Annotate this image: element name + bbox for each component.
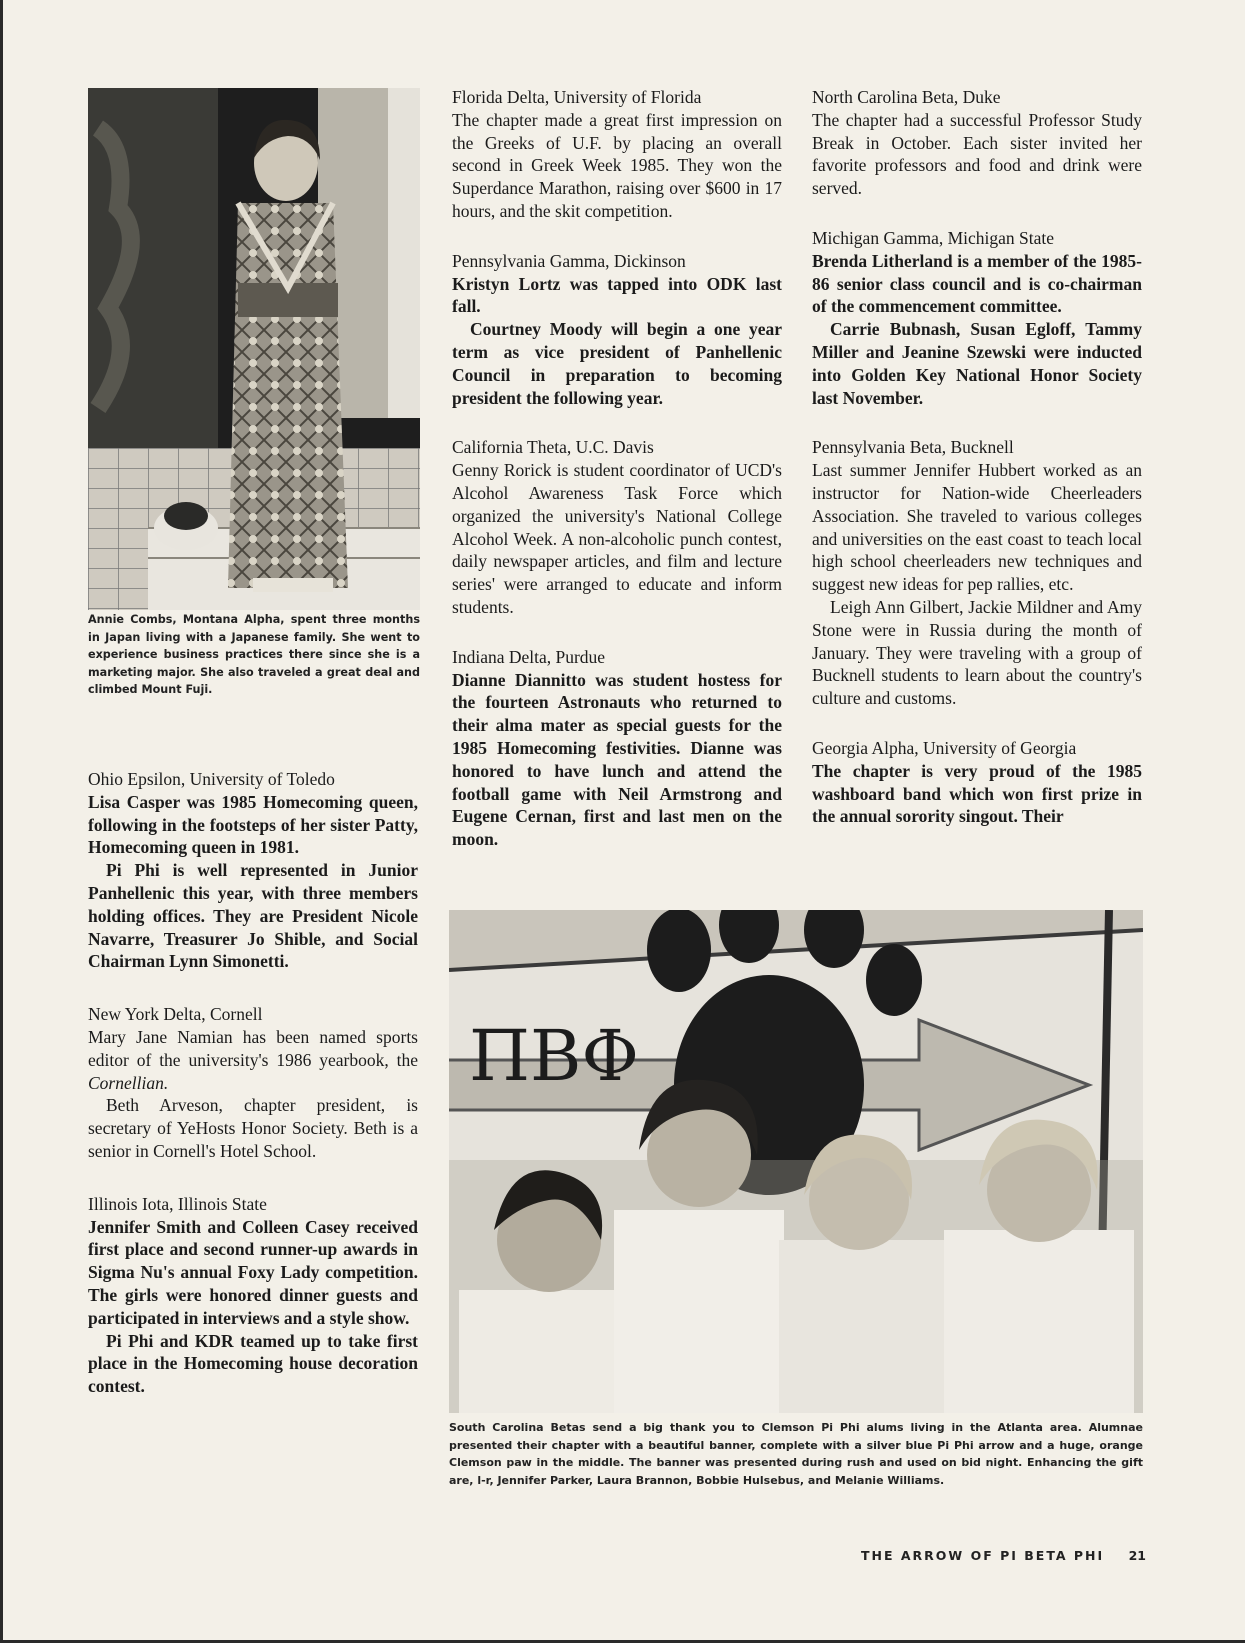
paragraph: Genny Rorick is student coordinator of UCD's Alcohol Awareness Task Force which organized the university's National College Alcohol Week. A non-alcoholic punch contest, daily newspaper articles, and film and lecture series' were arranged to educate and inform students.	[452, 460, 782, 617]
page-number: 21	[1128, 1548, 1146, 1563]
entry-pennsylvania-gamma	[452, 250, 782, 410]
paragraph: The chapter made a great first impression on the Greeks of U.F. by placing an overall second in Greek Week 1985. They won the Superdance Marathon, raising over $600 in 17 hours, and the skit competition.	[452, 109, 782, 221]
entry-pennsylvania-beta	[812, 436, 1142, 710]
chapter-heading: Indiana Delta, Purdue	[452, 646, 606, 667]
kimono-photo-caption: Annie Combs, Montana Alpha, spent three months in Japan living with a Japanese family. She went to experience business practices there since she is a marketing major. She also traveled a great deal and climbed Mount Fuji.	[88, 613, 420, 696]
entry-north-carolina-beta	[812, 86, 1142, 200]
entry-ohio-epsilon	[88, 768, 418, 973]
banner-group-photo	[449, 910, 1143, 1413]
entry-california-theta	[452, 436, 782, 618]
chapter-heading: Florida Delta, University of Florida	[452, 87, 702, 107]
paragraph: The chapter had a successful Professor Study Break in October. Each sister invited her favorite professors and food and drink were served.	[812, 109, 1142, 199]
column-1	[88, 768, 418, 1425]
paragraph: Dianne Diannitto was student hostess for the fourteen Astronauts who returned to their alma mater as special guests for the 1985 Homecoming festivities. Dianne was honored to have lunch and attend the football game with Neil Armstrong and Eugene Cernan, first and last men on the moon.	[452, 669, 782, 850]
column-3	[812, 86, 1142, 855]
entry-florida-delta	[452, 86, 782, 223]
chapter-heading: New York Delta, Cornell	[88, 1004, 263, 1025]
chapter-heading: California Theta, U.C. Davis	[452, 437, 654, 458]
entry-indiana-delta	[452, 646, 782, 851]
chapter-heading: Illinois Iota, Illinois State	[88, 1193, 267, 1214]
chapter-heading: Michigan Gamma, Michigan State	[812, 227, 1055, 248]
chapter-heading: Georgia Alpha, University of Georgia	[812, 737, 1077, 758]
paragraph	[88, 1026, 418, 1094]
entry-illinois-iota	[88, 1193, 418, 1398]
paragraph: Last summer Jennifer Hubbert worked as an instructor for Nation-wide Cheerleaders Association. She traveled to various colleges and universities on the east coast to teach local high school cheerleaders new techniques and suggest new ideas for pep rallies, etc.	[812, 460, 1142, 595]
chapter-heading: Ohio Epsilon, University of Toledo	[88, 769, 335, 789]
paragraph: Jennifer Smith and Colleen Casey received first place and second runner-up awards in Sigma Nu's annual Foxy Lady competition. The girls were honored dinner guests and participated in interviews and a style show.	[88, 1216, 418, 1328]
paragraph: Brenda Litherland is a member of the 1985-86 senior class council and is co-chairman of the commencement committee.	[812, 250, 1142, 317]
paragraph: Lisa Casper was 1985 Homecoming queen, following in the footsteps of her sister Patty, Homecoming queen in 1981.	[88, 791, 418, 858]
chapter-heading: Pennsylvania Gamma, Dickinson	[452, 250, 686, 271]
paragraph-text: Mary Jane Namian has been named sports editor of the university's 1986 yearbook, the	[88, 1026, 418, 1070]
paragraph: The chapter is very proud of the 1985 washboard band which won first prize in the annual sorority singout. Their	[812, 760, 1142, 827]
entry-georgia-alpha	[812, 737, 1142, 828]
paragraph: Pi Phi and KDR teamed up to take first place in the Homecoming house decoration contest.	[88, 1330, 418, 1397]
paragraph: Leigh Ann Gilbert, Jackie Mildner and Amy Stone were in Russia during the month of January. They were traveling with a group of Bucknell students to learn about the country's culture and customs.	[812, 596, 1142, 709]
paragraph: Carrie Bubnash, Susan Egloff, Tammy Miller and Jeanine Szewski were inducted into Golden Key National Honor Society last November.	[812, 319, 1142, 408]
chapter-heading: North Carolina Beta, Duke	[812, 87, 1001, 107]
entry-new-york-delta	[88, 1003, 418, 1163]
publication-name: THE ARROW OF PI BETA PHI	[861, 1548, 1105, 1563]
paragraph: Courtney Moody will begin a one year term as vice president of Panhellenic Council in preparation to becoming president the following year.	[452, 319, 782, 408]
yearbook-title: Cornellian.	[88, 1072, 169, 1093]
chapter-heading: Pennsylvania Beta, Bucknell	[812, 437, 1014, 458]
paragraph: Pi Phi is well represented in Junior Panhellenic this year, with three members holding offices. They are President Nicole Navarre, Treasurer Jo Shible, and Social Chairman Lynn Simonetti.	[88, 860, 418, 972]
kimono-photo	[88, 88, 420, 610]
banner-letters: ΠΒΦ	[469, 1015, 639, 1097]
banner-group-photo-caption: South Carolina Betas send a big thank you to Clemson Pi Phi alums living in the Atlanta area. Alumnae presented their chapter with a beautiful banner, complete with a silver blue Pi Phi arrow and a huge, orange Clemson paw in the middle. The banner was presented during rush and used on bid night. Enhancing the gift are, l-r, Jennifer Parker, Laura Brannon, Bobbie Hulsebus, and Melanie Williams.	[449, 1421, 1143, 1487]
column-2	[452, 86, 782, 878]
paragraph: Beth Arveson, chapter president, is secretary of YeHosts Honor Society. Beth is a senior in Cornell's Hotel School.	[88, 1095, 418, 1161]
page-footer	[861, 1548, 1146, 1563]
paragraph: Kristyn Lortz was tapped into ODK last fall.	[452, 273, 782, 317]
entry-michigan-gamma	[812, 227, 1142, 409]
